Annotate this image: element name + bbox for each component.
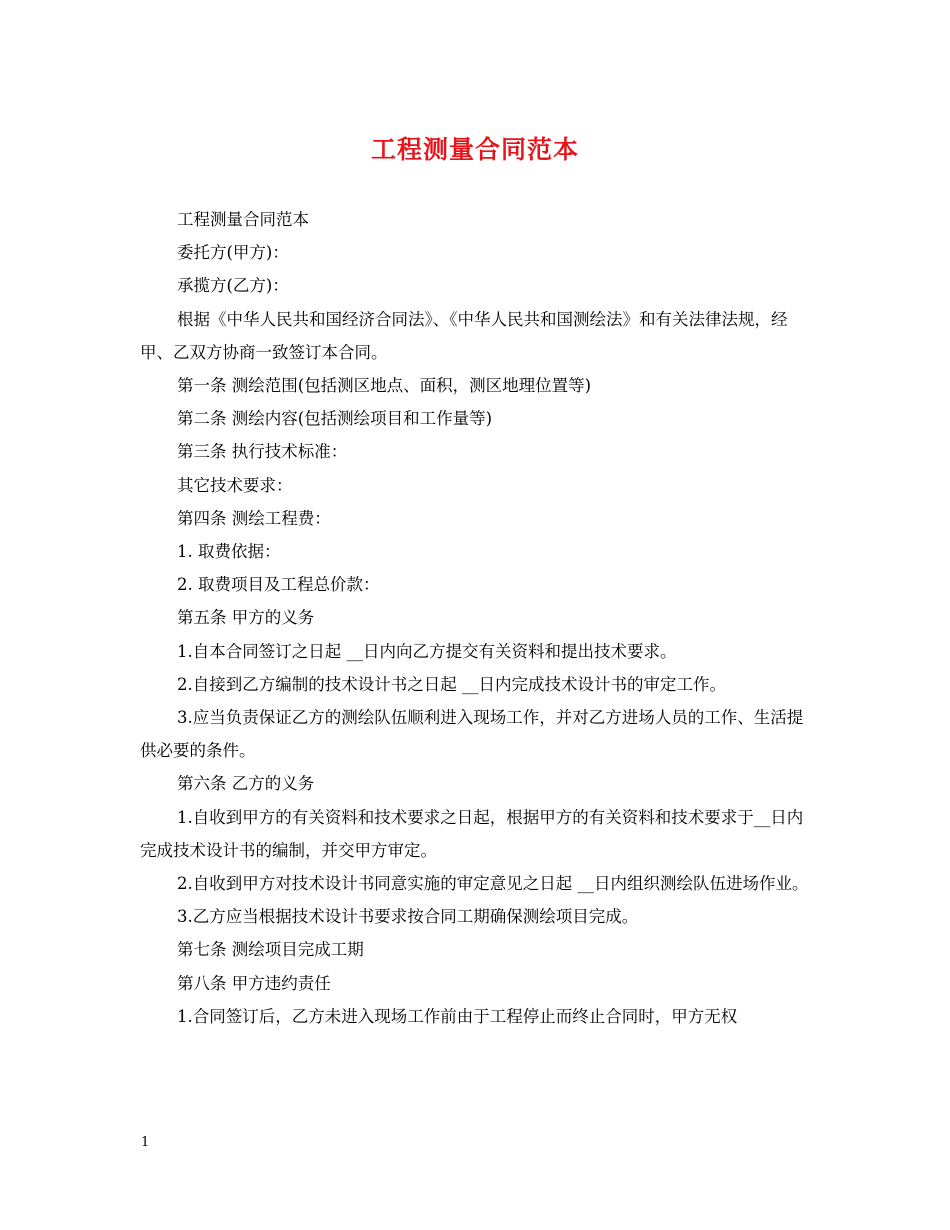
paragraph-article-8: 第八条 甲方违约责任 — [177, 973, 331, 993]
paragraph-article-6: 第六条 乙方的义务 — [177, 774, 315, 794]
paragraph-article-4: 第四条 测绘工程费： — [177, 508, 331, 528]
paragraph-client: 委托方(甲方)： — [177, 243, 289, 263]
paragraph-party-b-duty-1: 1.自收到甲方的有关资料和技术要求之日起，根据甲方的有关资料和技术要求于__日内完成技术设计书的编制，并交甲方审定。 — [140, 807, 804, 860]
paragraph-party-a-liability-1: 1.合同签订后，乙方未进入现场工作前由于工程停止而终止合同时，甲方无权 — [177, 1006, 738, 1026]
paragraph-heading: 工程测量合同范本 — [177, 210, 309, 229]
paragraph-party-a-duty-3: 3.应当负责保证乙方的测绘队伍顺利进入现场工作，并对乙方进场人员的工作、生活提供必要的条件。 — [140, 708, 804, 761]
paragraph-party-b-duty-2: 2.自收到甲方对技术设计书同意实施的审定意见之日起 __日内组织测绘队伍进场作业。 — [177, 874, 809, 894]
paragraph-fee-basis: 1. 取费依据： — [177, 542, 281, 562]
paragraph-article-2: 第二条 测绘内容(包括测绘项目和工作量等) — [177, 409, 493, 429]
paragraph-fee-items: 2. 取费项目及工程总价款： — [177, 575, 380, 595]
paragraph-preamble: 根据《中华人民共和国经济合同法》、《中华人民共和国测绘法》和有关法律法规，经甲、乙双方协商一致签订本合同。 — [140, 309, 788, 362]
document-title: 工程测量合同范本 — [370, 135, 579, 164]
paragraph-contractor: 承揽方(乙方)： — [177, 276, 289, 296]
page-number: 1 — [141, 1135, 150, 1150]
document-body — [140, 203, 812, 1033]
paragraph-party-a-duty-2: 2.自接到乙方编制的技术设计书之日起 __日内完成技术设计书的审定工作。 — [177, 674, 726, 694]
paragraph-other-requirements: 其它技术要求： — [177, 475, 293, 495]
paragraph-article-5: 第五条 甲方的义务 — [177, 608, 315, 628]
paragraph-article-3: 第三条 执行技术标准： — [177, 442, 348, 462]
paragraph-article-7: 第七条 测绘项目完成工期 — [177, 940, 364, 960]
paragraph-party-a-duty-1: 1.自本合同签订之日起 __日内向乙方提交有关资料和提出技术要求。 — [177, 641, 677, 661]
paragraph-party-b-duty-3: 3.乙方应当根据技术设计书要求按合同工期确保测绘项目完成。 — [177, 907, 639, 927]
paragraph-article-1: 第一条 测绘范围(包括测区地点、面积，测区地理位置等) — [177, 376, 592, 396]
